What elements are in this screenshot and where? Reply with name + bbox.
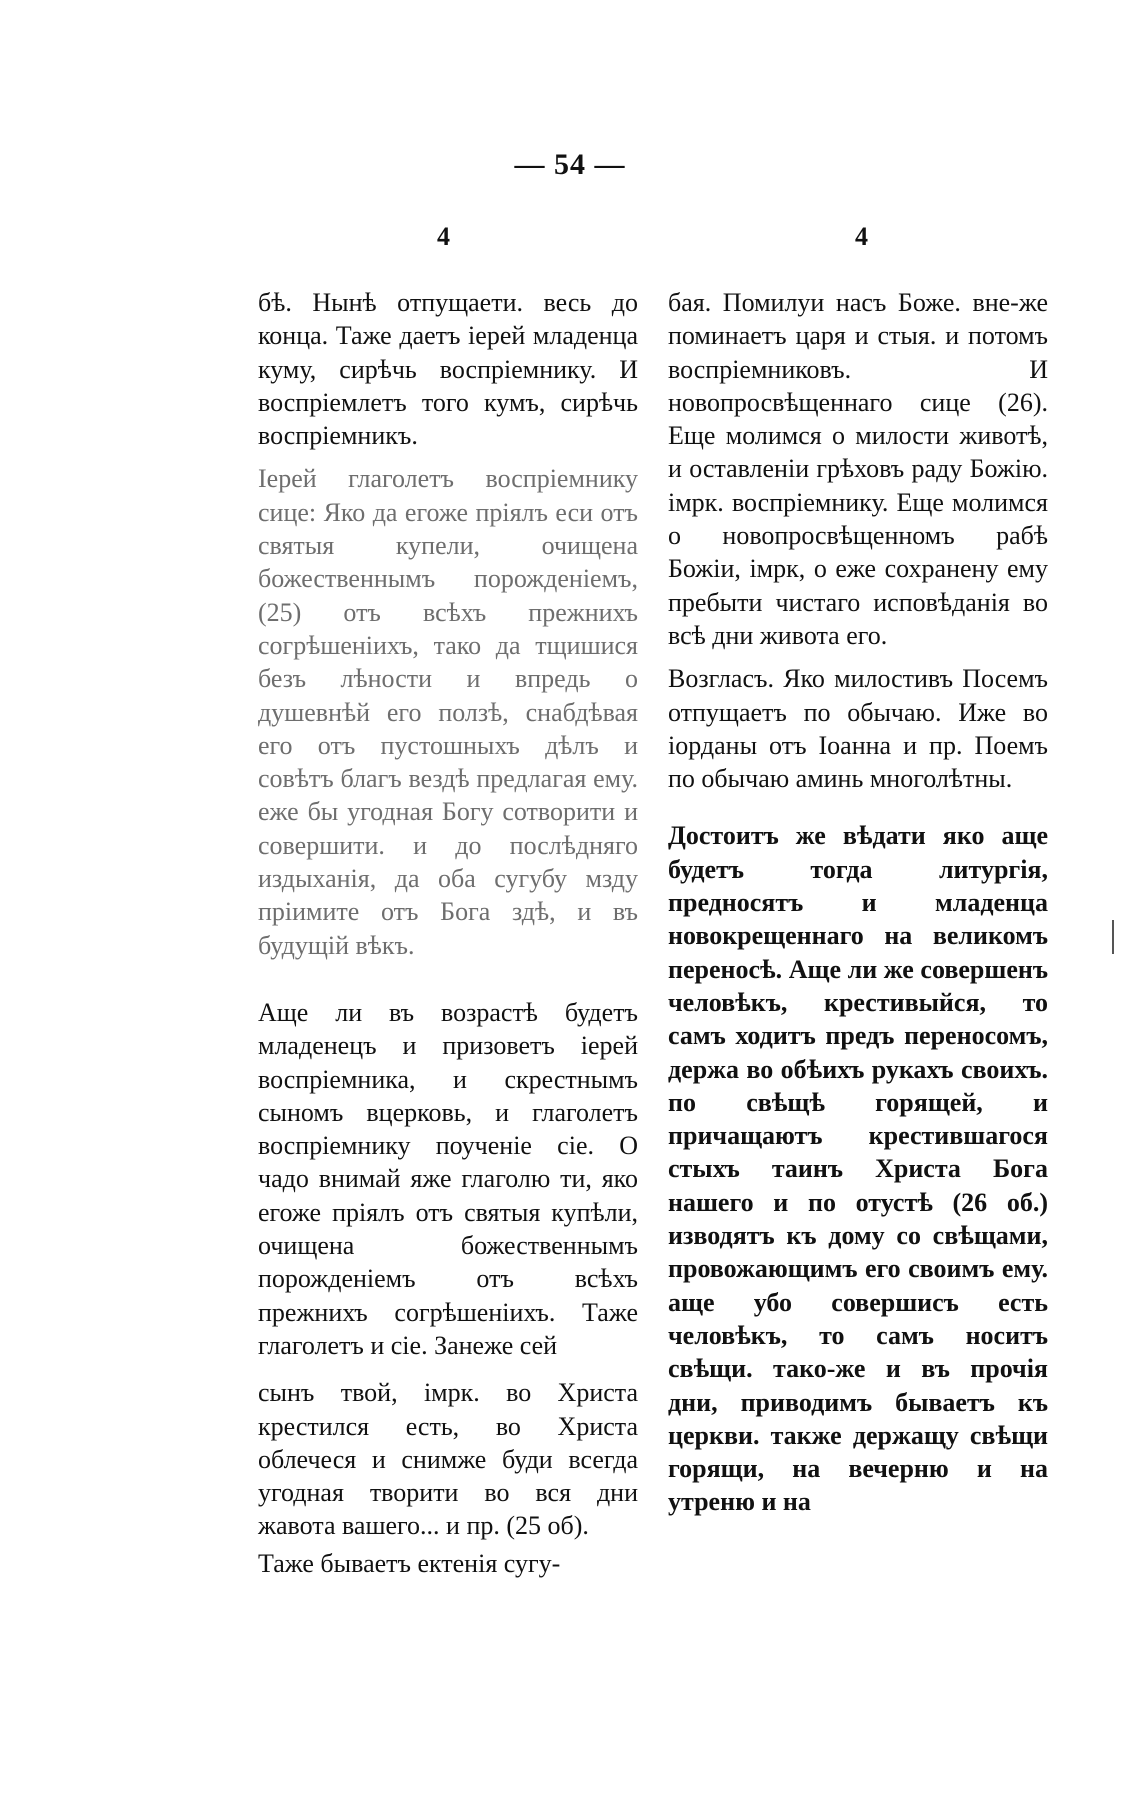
left-paragraph-2: Іерей глаголетъ воспріемнику сице: Яко да егоже пріялъ еси отъ святыя купели, очищена божественнымъ порожденіемъ, (25) отъ всѣхъ прежнихъ согрѣшеніихъ, тако да тщишися безъ лѣности и впредь о душевнѣй его ползѣ, снабдѣвая его отъ пустошныхъ дѣлъ и совѣтъ благъ вездѣ предлагая ему. еже бы угодная Богу сотворити и совершити. и до послѣдняго издыханія, да оба сугубу мзду пріимите отъ Бога здѣ, и въ будущій вѣкъ. <box>258 464 638 960</box>
left-paragraph-1: бѣ. Нынѣ отпущаети. весь до конца. Таже даетъ іерей младенца куму, сирѣчь воспріемнику. И воспріемлетъ того кумъ, сирѣчь воспріемникъ. <box>258 288 638 451</box>
left-column-marker: 4 <box>437 222 450 251</box>
left-column <box>258 286 638 1580</box>
page-number: — 54 — <box>514 148 626 181</box>
left-paragraph-4: сынъ твой, імрк. во Христа крестился есть, во Христа облечеся и снимже буди всегда угодная творити во вся дни жавота вашего... и пр. (25 об). <box>258 1378 638 1541</box>
right-paragraph-2: Возгласъ. Яко милостивъ Посемъ отпущаетъ по обычаю. Иже во іорданы отъ Іоанна и пр. Поемъ по обычаю аминь многолѣтны. <box>668 664 1048 794</box>
right-column <box>668 286 1048 1519</box>
right-paragraph-3: Достоитъ же вѣдати яко аще будетъ тогда литургія, предносятъ и младенца новокрещеннаго на великомъ переносѣ. Аще ли же совершенъ человѣкъ, крестивыйся, то самъ ходитъ предъ переносомъ, держа во обѣихъ рукахъ своихъ. по свѣщѣ горящей, и причащаютъ крестившагося стыхъ таинъ Христа Бога нашего и по отустѣ (26 об.) изводятъ къ дому со свѣщами, провожающимъ его своимъ ему. аще убо совершисъ есть человѣкъ, то самъ носитъ свѣщи. тако-же и въ прочія дни, приводимъ бываетъ къ церкви. также держащу свѣщи горящи, на вечерню и на утреню и на <box>668 821 1048 1517</box>
left-paragraph-3: Аще ли въ возрастѣ будетъ младенецъ и призоветъ іерей воспріемника, и скрестнымъ сыномъ вцерковь, и глаголетъ воспріемнику поученіе сіе. О чадо внимай яже глаголю ти, яко егоже пріялъ отъ святыя купѣли, очищена божественнымъ порожденіемъ отъ всѣхъ прежнихъ согрѣшеніихъ. Таже глаголетъ и сіе. Занеже сей <box>258 997 638 1360</box>
right-column-marker: 4 <box>855 222 868 251</box>
left-paragraph-5: Таже бываетъ ектенія сугу- <box>258 1548 561 1578</box>
margin-mark <box>1112 920 1114 954</box>
right-paragraph-1: бая. Помилуи насъ Боже. вне-же поминаетъ царя и стыя. и потомъ воспріемниковъ. И новопросвѣщеннаго сице (26). Еще молимся о милости животѣ, и оставленіи грѣховъ раду Божію. імрк. воспріемнику. Еще молимся о новопросвѣщенномъ рабѣ Божіи, імрк, о еже сохранену ему пребыти чистаго исповѣданія во всѣ дни живота его. <box>668 288 1048 650</box>
